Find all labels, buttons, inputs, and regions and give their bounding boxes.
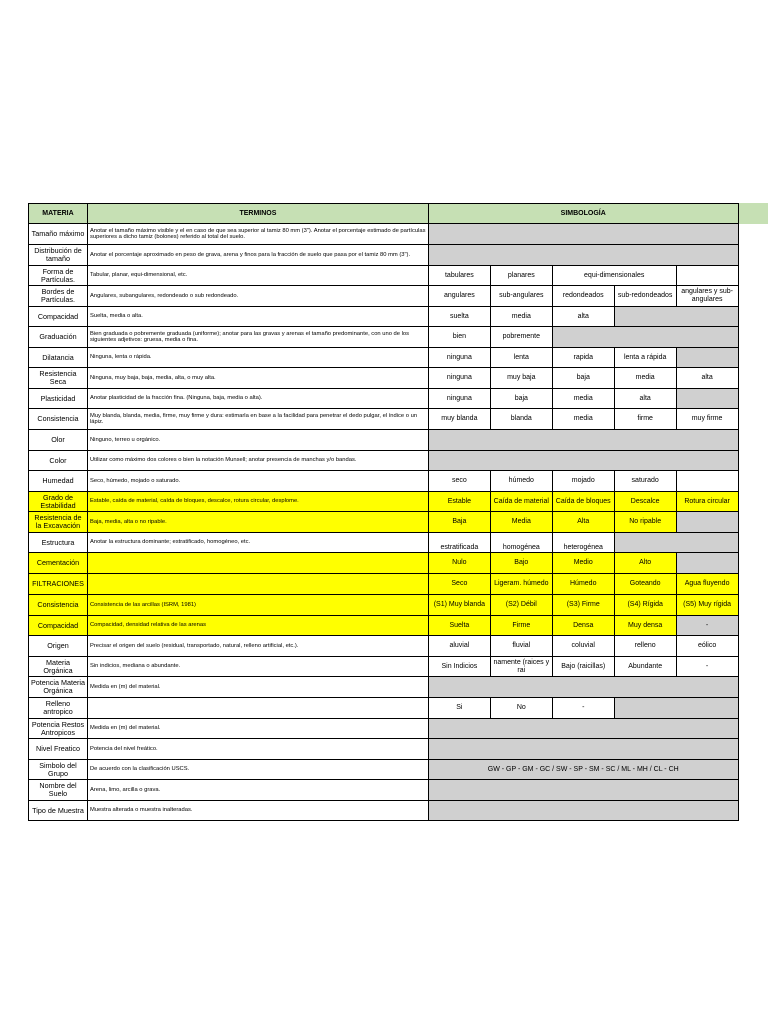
table-row	[29, 636, 768, 657]
terminos-cell: Compacidad, densidad relativa de las arenas	[87, 616, 428, 636]
symbol-cell: Firme	[490, 616, 552, 636]
symbol-cell: estratificada	[428, 533, 490, 553]
symbol-cell: húmedo	[490, 471, 552, 492]
symbol-blank	[676, 348, 738, 368]
terminos-cell: Arena, limo, arcilla o grava.	[87, 780, 428, 801]
symbol-cell: Media	[490, 512, 552, 533]
symbol-cell: Nulo	[428, 553, 490, 574]
symbol-blank	[428, 224, 738, 245]
table-row	[29, 224, 768, 245]
symbol-cell: bien	[428, 327, 490, 348]
symbol-cell: ninguna	[428, 368, 490, 389]
symbol-cell: Densa	[552, 616, 614, 636]
table-row	[29, 286, 768, 307]
table-row	[29, 389, 768, 409]
table-row	[29, 574, 768, 595]
symbol-cell: Bajo	[490, 553, 552, 574]
symbol-blank	[428, 739, 738, 760]
materia-cell: FILTRACIONES	[29, 574, 88, 595]
symbol-cell: Descalce	[614, 492, 676, 512]
symbol-cell: (S1) Muy blanda	[428, 595, 490, 616]
symbol-cell: Baja	[428, 512, 490, 533]
table-row	[29, 677, 768, 698]
symbol-cell: alta	[614, 389, 676, 409]
symbol-blank	[428, 677, 738, 698]
symbol-cell: ninguna	[428, 389, 490, 409]
table-row	[29, 595, 768, 616]
symbol-cell: (S4) Rígida	[614, 595, 676, 616]
table-row	[29, 760, 768, 780]
symbol-cell: rapida	[552, 348, 614, 368]
symbol-cell: Ligeram. húmedo	[490, 574, 552, 595]
soil-description-table	[28, 203, 768, 821]
table-row	[29, 780, 768, 801]
materia-cell: Bordes de Partículas.	[29, 286, 88, 307]
symbol-cell: muy firme	[676, 409, 738, 430]
table-row	[29, 409, 768, 430]
symbol-blank	[676, 266, 738, 286]
materia-cell: Relleno antropico	[29, 698, 88, 719]
terminos-cell: Estable, caída de material, caída de bloques, descalce, rotura circular, desplome.	[87, 492, 428, 512]
symbol-blank	[676, 553, 738, 574]
terminos-cell: Seco, húmedo, mojado o saturado.	[87, 471, 428, 492]
header-materia: MATERIA	[29, 204, 88, 224]
symbol-cell: sub-redondeados	[614, 286, 676, 307]
symbol-blank	[614, 533, 738, 553]
symbol-cell: GW - GP - GM - GC / SW - SP - SM - SC / ML - MH / CL - CH	[428, 760, 738, 780]
materia-cell: Graduación	[29, 327, 88, 348]
terminos-cell: Ninguno, terreo u orgánico.	[87, 430, 428, 451]
terminos-cell	[87, 698, 428, 719]
symbol-cell: Suelta	[428, 616, 490, 636]
symbol-cell: (S3) Firme	[552, 595, 614, 616]
terminos-cell: Anotar el tamaño máximo visible y el en caso de que sea superior al tamiz 80 mm (3"). Anotar el porcentaje estimado de partículas superiores a dicho tamiz (bolones) referido al total del suelo.	[87, 224, 428, 245]
symbol-cell: Bajo (raicillas)	[552, 657, 614, 677]
terminos-cell: Anotar la estructura dominante; estratificado, homogéneo, etc.	[87, 533, 428, 553]
terminos-cell: De acuerdo con la clasificación USCS.	[87, 760, 428, 780]
terminos-cell: Potencia del nivel freático.	[87, 739, 428, 760]
symbol-cell: Agua fluyendo	[676, 574, 738, 595]
table-row	[29, 430, 768, 451]
terminos-cell: Anotar plasticidad de la fracción fina. (Ninguna, baja, media o alta).	[87, 389, 428, 409]
terminos-cell: Utilizar como máximo dos colores o bien la notación Munsell; anotar presencia de manchas y/o bandas.	[87, 451, 428, 471]
materia-cell: Forma de Partículas.	[29, 266, 88, 286]
symbol-cell: muy baja	[490, 368, 552, 389]
table-row	[29, 451, 768, 471]
materia-cell: Origen	[29, 636, 88, 657]
symbol-cell: Alta	[552, 512, 614, 533]
symbol-blank	[676, 389, 738, 409]
materia-cell: Color	[29, 451, 88, 471]
symbol-cell: coluvial	[552, 636, 614, 657]
symbol-blank	[676, 512, 738, 533]
table-row	[29, 553, 768, 574]
table-row	[29, 801, 768, 821]
terminos-cell: Precisar el origen del suelo (residual, transportado, natural, relleno artificial, etc.).	[87, 636, 428, 657]
symbol-blank	[428, 719, 738, 739]
terminos-cell: Tabular, planar, equi-dimensional, etc.	[87, 266, 428, 286]
symbol-cell: Caída de bloques	[552, 492, 614, 512]
terminos-cell: Angulares, subangulares, redondeado o sub redondeado.	[87, 286, 428, 307]
symbol-cell: eólico	[676, 636, 738, 657]
symbol-cell: Húmedo	[552, 574, 614, 595]
terminos-cell: Muy blanda, blanda, media, firme, muy firme y dura: estimarla en base a la facilidad para penetrar el dedo pulgar, el índice o un lápiz.	[87, 409, 428, 430]
symbol-cell: homogénea	[490, 533, 552, 553]
table-row	[29, 719, 768, 739]
symbol-cell: baja	[552, 368, 614, 389]
symbol-blank	[428, 451, 738, 471]
symbol-cell: Sin Indicios	[428, 657, 490, 677]
symbol-cell: aluvial	[428, 636, 490, 657]
header-row	[29, 204, 768, 224]
terminos-cell: Muestra alterada o muestra inalteradas.	[87, 801, 428, 821]
materia-cell: Compacidad	[29, 616, 88, 636]
table-row	[29, 616, 768, 636]
table-row	[29, 327, 768, 348]
symbol-cell: redondeados	[552, 286, 614, 307]
terminos-cell: Ninguna, lenta o rápida.	[87, 348, 428, 368]
table-row	[29, 657, 768, 677]
materia-cell: Simbolo del Grupo	[29, 760, 88, 780]
materia-cell: Dilatancia	[29, 348, 88, 368]
symbol-cell: Si	[428, 698, 490, 719]
symbol-cell: Caída de material	[490, 492, 552, 512]
symbol-cell: media	[552, 409, 614, 430]
symbol-cell: muy blanda	[428, 409, 490, 430]
terminos-cell: Suelta, media o alta.	[87, 307, 428, 327]
symbol-cell: No ripable	[614, 512, 676, 533]
symbol-cell: Abundante	[614, 657, 676, 677]
symbol-cell: angulares y sub-angulares	[676, 286, 738, 307]
terminos-cell: Consistencia de las arcillas (ISRM, 1981)	[87, 595, 428, 616]
materia-cell: Humedad	[29, 471, 88, 492]
symbol-cell: heterogénea	[552, 533, 614, 553]
symbol-cell: -	[676, 616, 738, 636]
symbol-blank	[552, 327, 738, 348]
table-row	[29, 266, 768, 286]
terminos-cell: Medida en (m) del material.	[87, 719, 428, 739]
materia-cell: Compacidad	[29, 307, 88, 327]
symbol-cell: baja	[490, 389, 552, 409]
header-terminos: TERMINOS	[87, 204, 428, 224]
materia-cell: Cementación	[29, 553, 88, 574]
terminos-cell: Sin indicios, mediana o abundante.	[87, 657, 428, 677]
header-overflow	[738, 204, 768, 224]
materia-cell: Tamaño máximo	[29, 224, 88, 245]
symbol-cell: Medio	[552, 553, 614, 574]
terminos-cell: Medida en (m) del material.	[87, 677, 428, 698]
table-row	[29, 739, 768, 760]
materia-cell: Materia Orgánica	[29, 657, 88, 677]
materia-cell: Nombre del Suelo	[29, 780, 88, 801]
symbol-cell: suelta	[428, 307, 490, 327]
materia-cell: Potencia Restos Antropicos	[29, 719, 88, 739]
table-row	[29, 368, 768, 389]
materia-cell: Plasticidad	[29, 389, 88, 409]
materia-cell: Resistencia Seca	[29, 368, 88, 389]
symbol-cell: ninguna	[428, 348, 490, 368]
symbol-cell: lenta	[490, 348, 552, 368]
table-row	[29, 533, 768, 553]
symbol-cell: tabulares	[428, 266, 490, 286]
materia-cell: Consistencia	[29, 595, 88, 616]
symbol-cell: sub-angulares	[490, 286, 552, 307]
table-row	[29, 471, 768, 492]
symbol-blank	[676, 471, 738, 492]
symbol-cell: alta	[552, 307, 614, 327]
symbol-cell: (S5) Muy rígida	[676, 595, 738, 616]
symbol-cell: media	[552, 389, 614, 409]
materia-cell: Potencia Materia Orgánica	[29, 677, 88, 698]
symbol-cell: Goteando	[614, 574, 676, 595]
symbol-cell: -	[552, 698, 614, 719]
symbol-cell: saturado	[614, 471, 676, 492]
table-row	[29, 245, 768, 266]
symbol-cell: blanda	[490, 409, 552, 430]
table-row	[29, 698, 768, 719]
table-row	[29, 492, 768, 512]
symbol-cell: alta	[676, 368, 738, 389]
terminos-cell: Anotar el porcentaje aproximado en peso de grava, arena y finos para la fracción de suelo que pasa por el tamiz 80 mm (3").	[87, 245, 428, 266]
symbol-cell: Estable	[428, 492, 490, 512]
symbol-cell: media	[614, 368, 676, 389]
symbol-cell: namente (raices y rai	[490, 657, 552, 677]
symbol-cell: pobremente	[490, 327, 552, 348]
symbol-cell: angulares	[428, 286, 490, 307]
symbol-blank	[614, 698, 738, 719]
symbol-cell: equi-dimensionales	[552, 266, 676, 286]
symbol-cell: mojado	[552, 471, 614, 492]
symbol-blank	[428, 430, 738, 451]
symbol-cell: lenta a rápida	[614, 348, 676, 368]
materia-cell: Resistencia de la Excavación	[29, 512, 88, 533]
symbol-cell: firme	[614, 409, 676, 430]
symbol-cell: relleno	[614, 636, 676, 657]
materia-cell: Olor	[29, 430, 88, 451]
symbol-cell: seco	[428, 471, 490, 492]
terminos-cell: Ninguna, muy baja, baja, media, alta, o muy alta.	[87, 368, 428, 389]
materia-cell: Tipo de Muestra	[29, 801, 88, 821]
symbol-cell: Muy densa	[614, 616, 676, 636]
table-row	[29, 307, 768, 327]
materia-cell: Nivel Freatico	[29, 739, 88, 760]
terminos-cell	[87, 553, 428, 574]
materia-cell: Grado de Estabilidad	[29, 492, 88, 512]
symbol-blank	[614, 307, 738, 327]
symbol-cell: Seco	[428, 574, 490, 595]
table-row	[29, 348, 768, 368]
terminos-cell: Bien graduada o pobremente graduada (uniforme); anotar para las gravas y arenas el tamaño predominante, con uno de los siguientes adjetivos: gruesa, media o fina.	[87, 327, 428, 348]
symbol-cell: planares	[490, 266, 552, 286]
materia-cell: Estructura	[29, 533, 88, 553]
terminos-cell	[87, 574, 428, 595]
symbol-blank	[428, 780, 738, 801]
symbol-cell: Rotura circular	[676, 492, 738, 512]
symbol-cell: Alto	[614, 553, 676, 574]
terminos-cell: Baja, media, alta o no ripable.	[87, 512, 428, 533]
header-simbologia: SIMBOLOGÍA	[428, 204, 738, 224]
table-row	[29, 512, 768, 533]
symbol-cell: No	[490, 698, 552, 719]
symbol-blank	[428, 801, 738, 821]
symbol-cell: (S2) Débil	[490, 595, 552, 616]
symbol-cell: fluvial	[490, 636, 552, 657]
materia-cell: Consistencia	[29, 409, 88, 430]
symbol-cell: -	[676, 657, 738, 677]
symbol-cell: media	[490, 307, 552, 327]
materia-cell: Distribución de tamaño	[29, 245, 88, 266]
symbol-blank	[428, 245, 738, 266]
